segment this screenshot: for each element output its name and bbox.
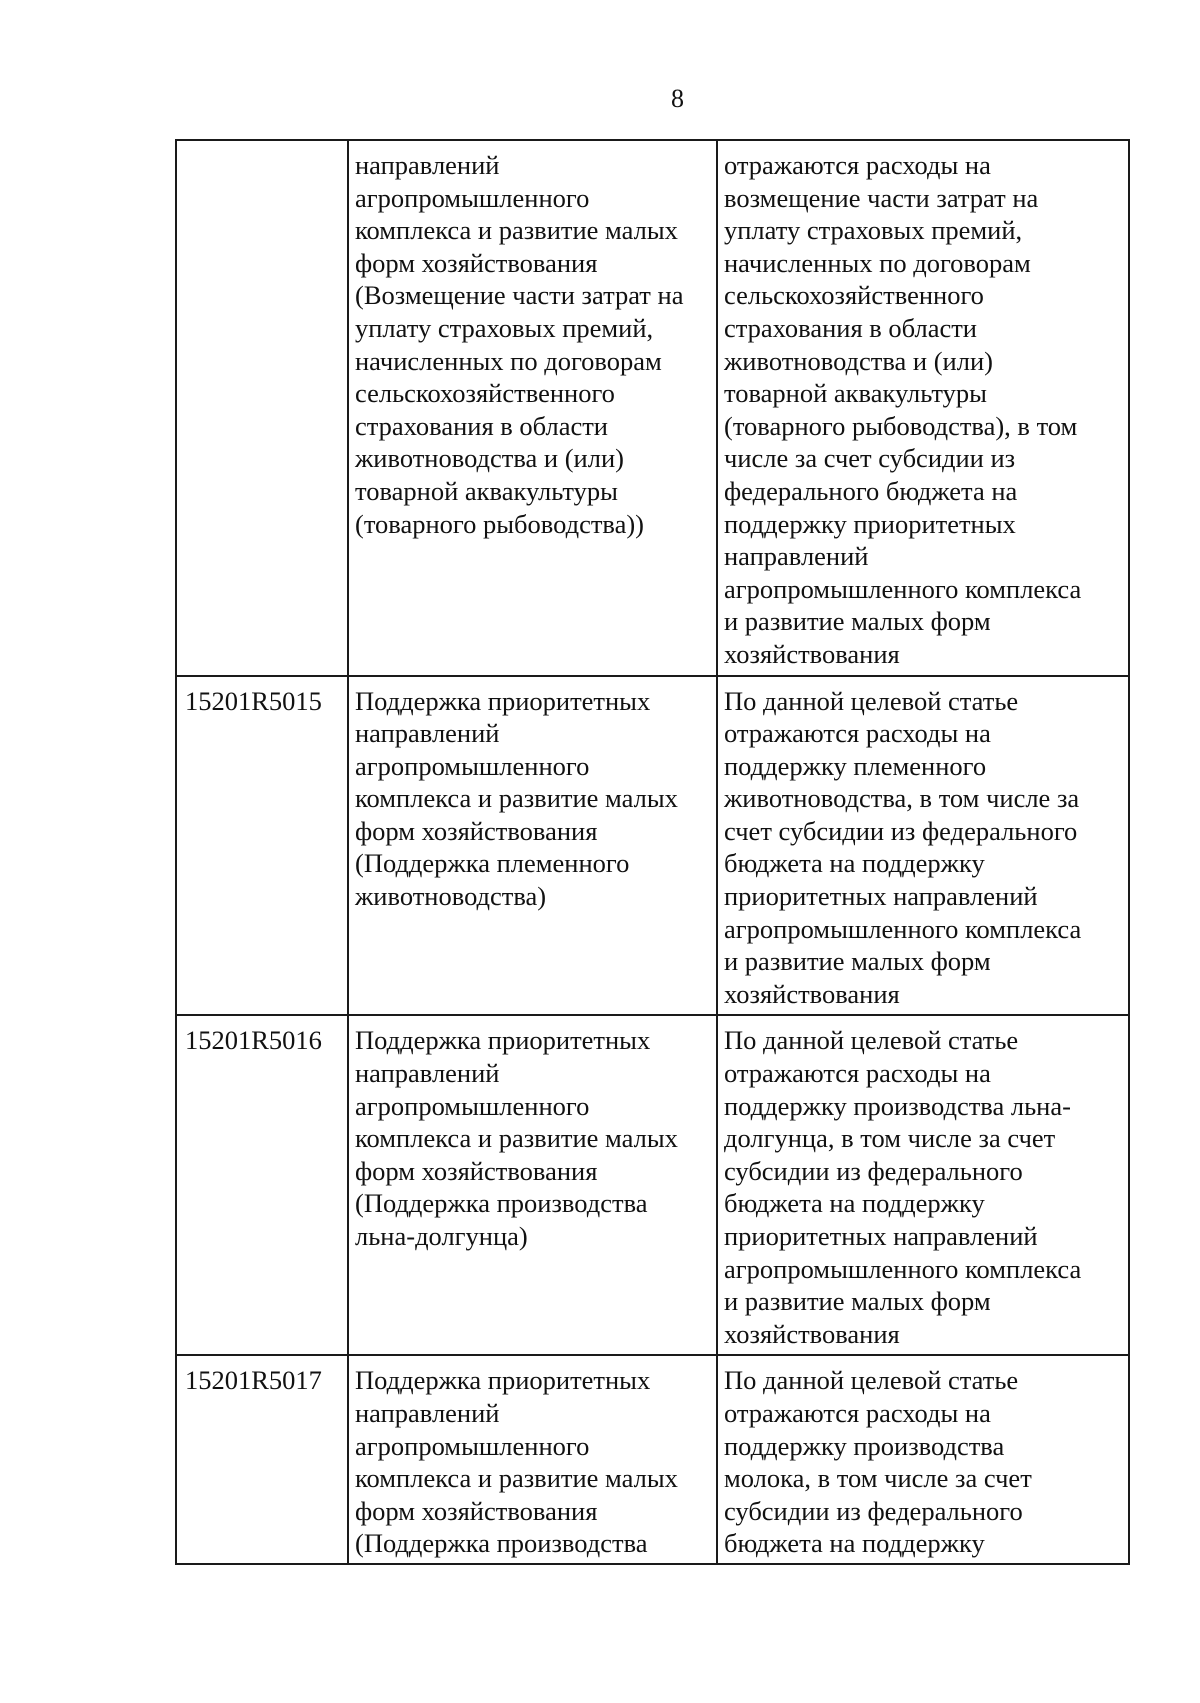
page-number: 8 xyxy=(671,84,684,113)
row-description-cell: отражаются расходы на возмещение части затрат на уплату страховых премий, начисленных по договорам сельскохозяйственного страхования в области животноводства и (или) товарной аквакультуры (товарного рыбоводства), в том числе за счет субсидии из федерального бюджета на поддержку приоритетных направлений агропромышленного комплекса и развитие малых форм хозяйствования xyxy=(717,140,1129,676)
row-description-cell: По данной целевой статье отражаются расходы на поддержку производства молока, в том числе за счет субсидии из федерального бюджета на поддержку xyxy=(717,1355,1129,1564)
row-name-cell: Поддержка приоритетных направлений агропромышленного комплекса и развитие малых форм хозяйствования (Поддержка племенного животноводства) xyxy=(348,676,717,1016)
row-name-cell: Поддержка приоритетных направлений агропромышленного комплекса и развитие малых форм хозяйствования (Поддержка производства xyxy=(348,1355,717,1564)
row-name-cell: направлений агропромышленного комплекса и развитие малых форм хозяйствования (Возмещение части затрат на уплату страховых премий, начисленных по договорам сельскохозяйственного страхования в области животноводства и (или) товарной аквакультуры (товарного рыбоводства)) xyxy=(348,140,717,676)
budget-classification-table xyxy=(175,139,1130,1565)
table-row xyxy=(176,1355,1129,1564)
row-name-cell: Поддержка приоритетных направлений агропромышленного комплекса и развитие малых форм хозяйствования (Поддержка производства льна-долгунца) xyxy=(348,1015,717,1355)
row-code-cell: 15201R5016 xyxy=(176,1015,348,1355)
table-row xyxy=(176,140,1129,676)
row-code-cell: 15201R5015 xyxy=(176,676,348,1016)
row-code-cell: 15201R5017 xyxy=(176,1355,348,1564)
row-description-cell: По данной целевой статье отражаются расходы на поддержку производства льна- долгунца, в том числе за счет субсидии из федерального бюджета на поддержку приоритетных направлений агропромышленного комплекса и развитие малых форм хозяйствования xyxy=(717,1015,1129,1355)
row-description-cell: По данной целевой статье отражаются расходы на поддержку племенного животноводства, в том числе за счет субсидии из федерального бюджета на поддержку приоритетных направлений агропромышленного комплекса и развитие малых форм хозяйствования xyxy=(717,676,1129,1016)
table-row xyxy=(176,1015,1129,1355)
table-row xyxy=(176,676,1129,1016)
row-code-cell xyxy=(176,140,348,676)
